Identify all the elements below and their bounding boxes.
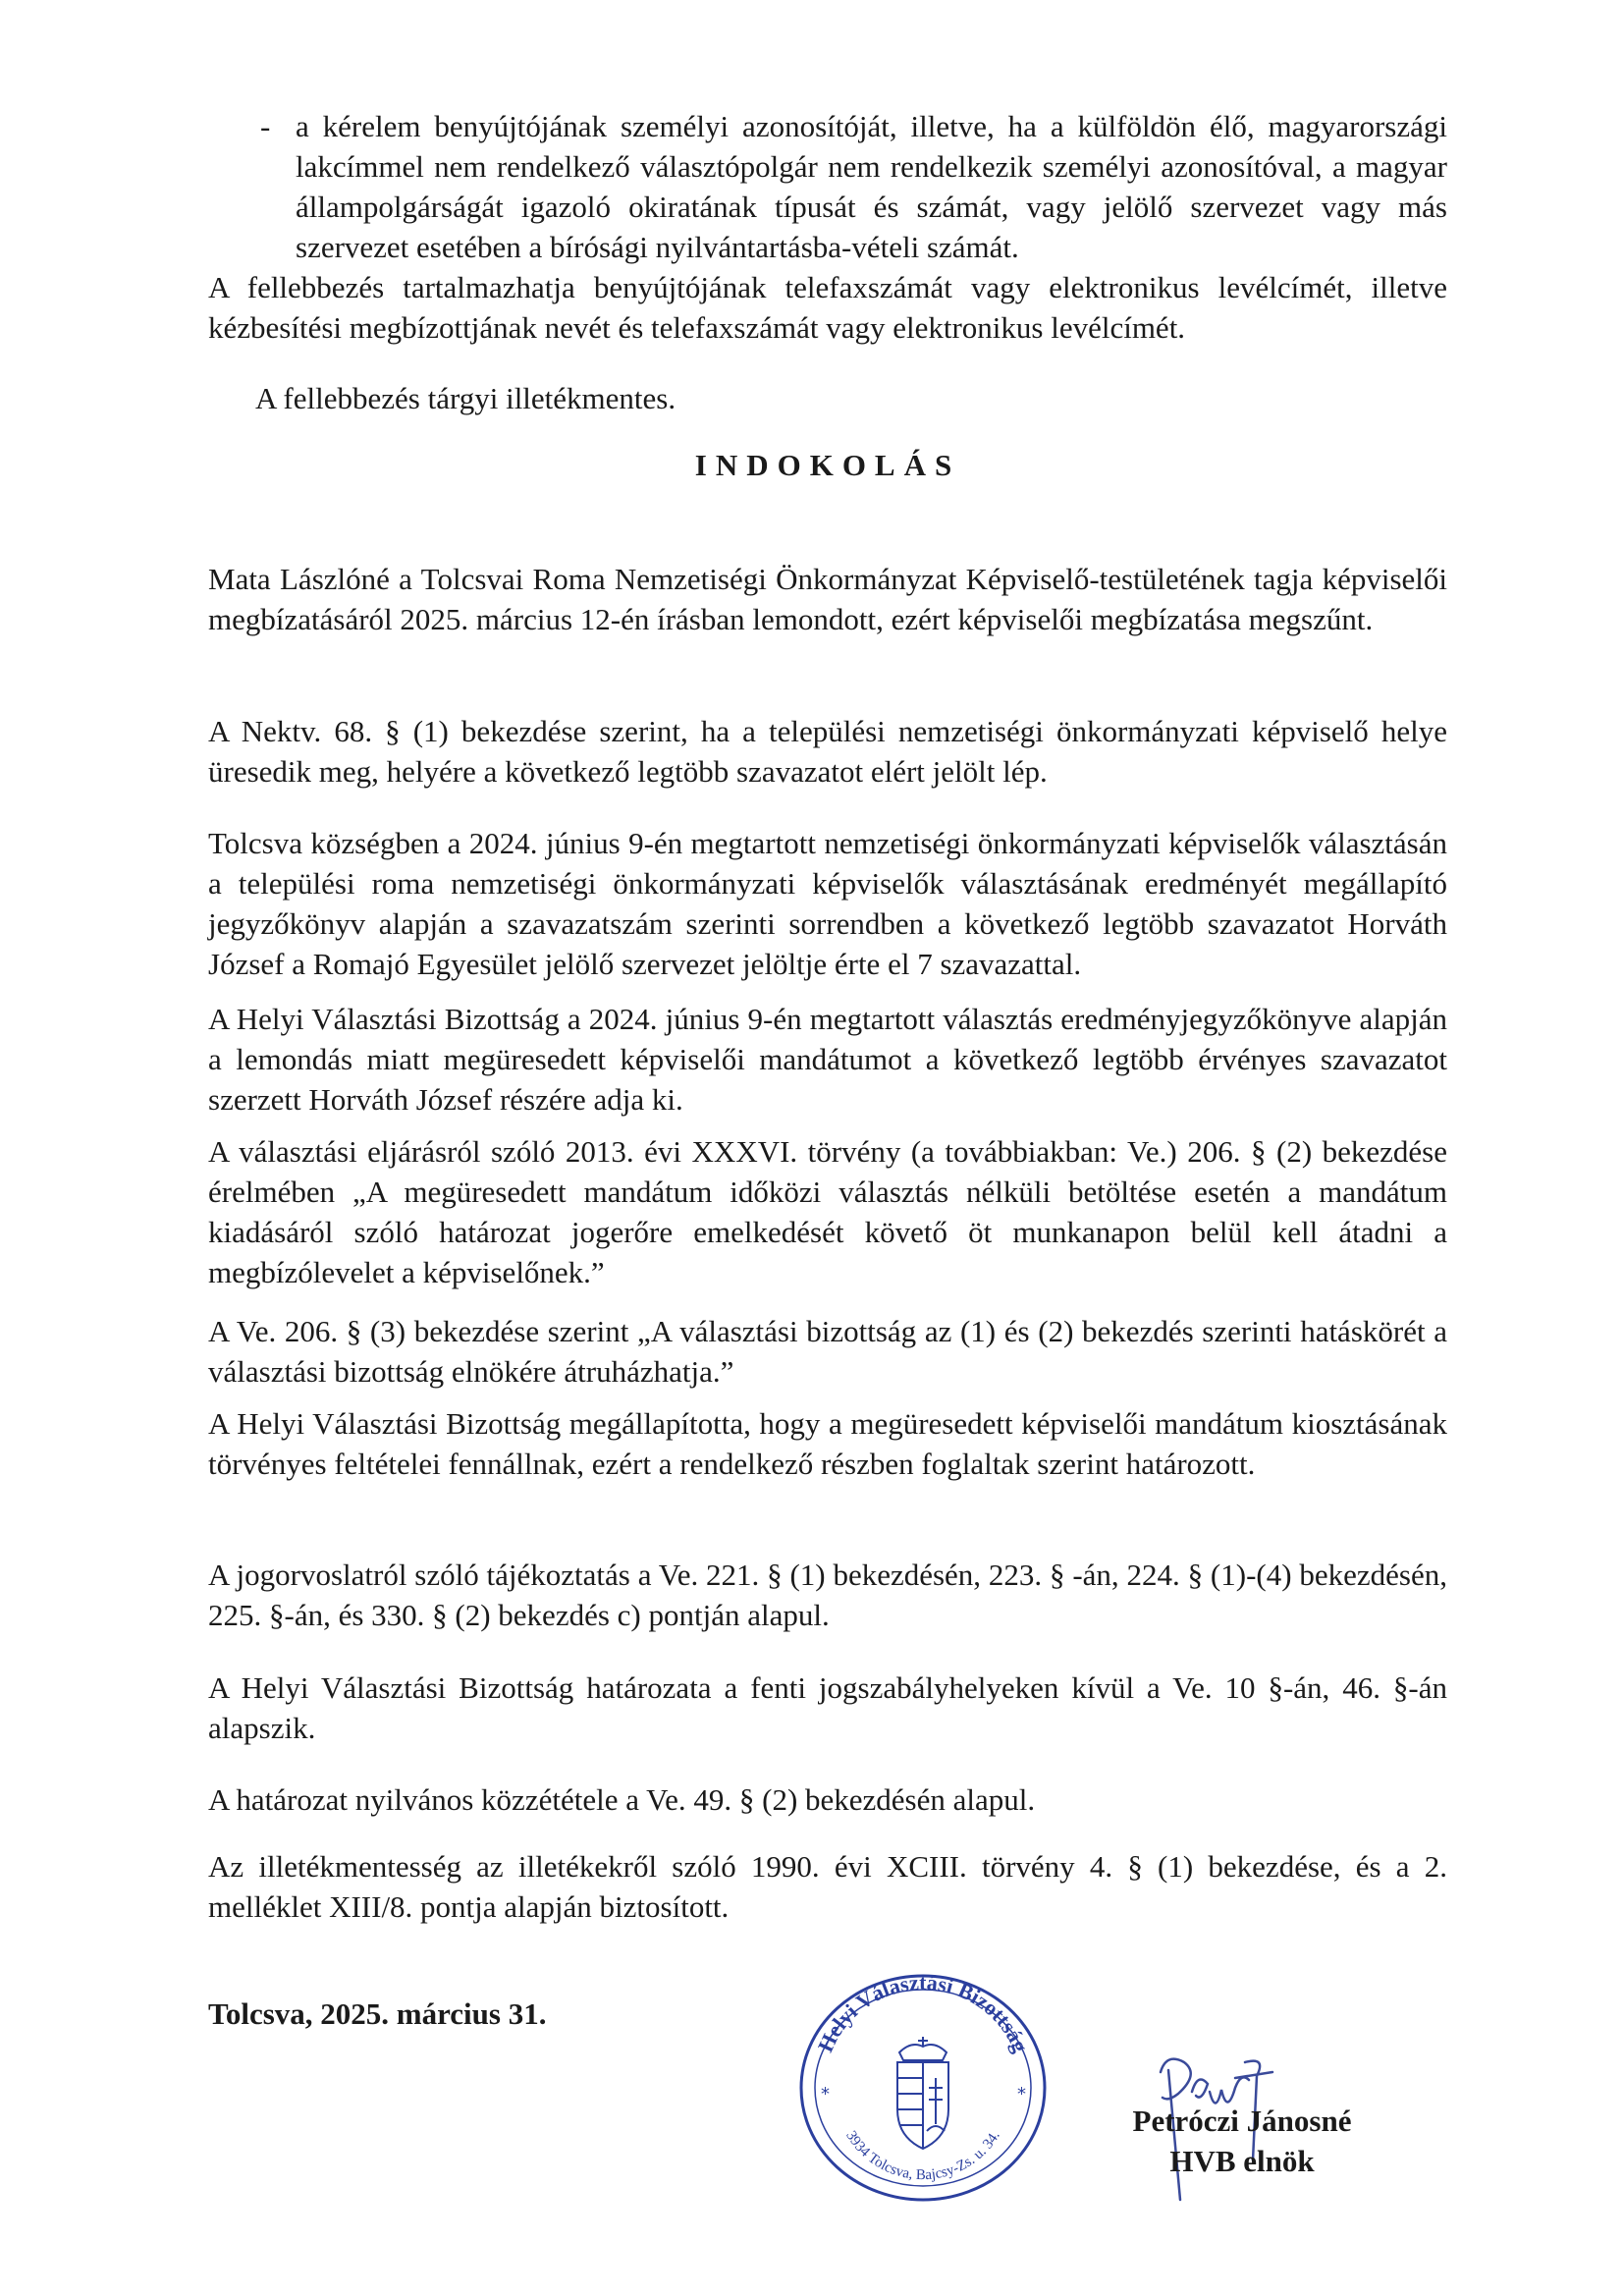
- date-line: Tolcsva, 2025. március 31.: [208, 1996, 547, 2031]
- coat-of-arms-icon: [897, 2037, 948, 2149]
- signer-title: HVB elnök: [1169, 2144, 1315, 2178]
- paragraph-nektv: A Nektv. 68. § (1) bekezdése szerint, ha a települési nemzetiségi önkormányzati képviselő helye üresedik meg, helyére a következő legtöbb szavazatot elért jelölt lép.: [208, 714, 1447, 789]
- paragraph-resignation: Mata Lászlóné a Tolcsvai Roma Nemzetiségi Önkormányzat Képviselő-testületének tagja képviselői megbízatásáról 2025. március 12-én írásban lemondott, ezért képviselői megbízatása megszűnt.: [208, 562, 1447, 636]
- bullet-mark: -: [260, 109, 271, 143]
- paragraph-fee-exemption: Az illetékmentesség az illetékekről szóló 1990. évi XCIII. törvény 4. § (1) bekezdése, és a 2. melléklet XIII/8. pontja alapján biztosított.: [208, 1849, 1447, 1924]
- paragraph-ve-206-2: A választási eljárásról szóló 2013. évi XXXVI. törvény (a továbbiakban: Ve.) 206. § (2) bekezdése érelmében „A megüresedett mandátum időközi választás nélküli betöltése esetén a mandátum kiadásáról szóló határozat jogerőre emelkedését követő öt munkanapon belül kell átadni a megbízólevelet a képviselőnek.”: [208, 1134, 1447, 1289]
- svg-text:*: *: [1017, 2084, 1026, 2105]
- section-heading: INDOKOLÁS: [694, 448, 961, 482]
- official-stamp: [785, 1962, 1060, 2208]
- paragraph-legal-basis: A Helyi Választási Bizottság határozata a fenti jogszabályhelyeken kívül a Ve. 10 §-án, 46. §-án alapszik.: [208, 1670, 1447, 1745]
- svg-text:*: *: [821, 2084, 830, 2105]
- paragraph-publication: A határozat nyilvános közzététele a Ve. 49. § (2) bekezdésén alapul.: [208, 1782, 1036, 1817]
- appeal-fee-paragraph: A fellebbezés tárgyi illetékmentes.: [255, 381, 676, 415]
- signer-name: Petróczi Jánosné: [1132, 2104, 1352, 2138]
- paragraph-ve-206-3: A Ve. 206. § (3) bekezdése szerint „A választási bizottság az (1) és (2) bekezdés szerinti hatáskörét a választási bizottság elnökére átruházhatja.”: [208, 1314, 1447, 1389]
- paragraph-decision: A Helyi Választási Bizottság megállapította, hogy a megüresedett képviselői mandátum kiosztásának törvényes feltételei fennállnak, ezért a rendelkező részben foglaltak szerint határozott.: [208, 1406, 1447, 1481]
- stamp-top-text: Helyi Választási Bizottság: [812, 1970, 1034, 2056]
- signer-block: [1114, 2101, 1370, 2181]
- paragraph-remedy: A jogorvoslatról szóló tájékoztatás a Ve. 221. § (1) bekezdésén, 223. § -án, 224. § (1)-(4) bekezdésén, 225. §-án, és 330. § (2) bekezdés c) pontján alapul.: [208, 1558, 1447, 1632]
- bullet-item: a kérelem benyújtójának személyi azonosítóját, illetve, ha a külföldön élő, magyarországi lakcímmel nem rendelkező választópolgár nem rendelkezik személyi azonosítóval, a magyar állampolgárságát igazoló okiratának típusát és számát, vagy jelölő szervezet vagy más szervezet esetében a bírósági nyilvántartásba-vételi számát.: [296, 109, 1447, 264]
- paragraph-mandate: A Helyi Választási Bizottság a 2024. június 9-én megtartott választás eredményjegyzőkönyve alapján a lemondás miatt megüresedett képviselői mandátumot a következő legtöbb érvényes szavazatot szerzett Horváth József részére adja ki.: [208, 1002, 1447, 1117]
- paragraph-election-result: Tolcsva községben a 2024. június 9-én megtartott nemzetiségi önkormányzati képviselők választásán a települési roma nemzetiségi önkormányzati képviselők választásának eredményét megállapító jegyzőkönyv alapján a szavazatszám szerinti sorrendben a következő legtöbb szavazatot Horváth József a Romajó Egyesület jelölő szervezet jelöltje érte el 7 szavazattal.: [208, 826, 1447, 981]
- stamp-bottom-text: 3934 Tolcsva, Bajcsy-Zs. u. 34.: [842, 2128, 1003, 2184]
- appeal-contact-paragraph: A fellebbezés tartalmazhatja benyújtójának telefaxszámát vagy elektronikus levélcímét, illetve kézbesítési megbízottjának nevét és telefaxszámát vagy elektronikus levélcímét.: [208, 270, 1447, 345]
